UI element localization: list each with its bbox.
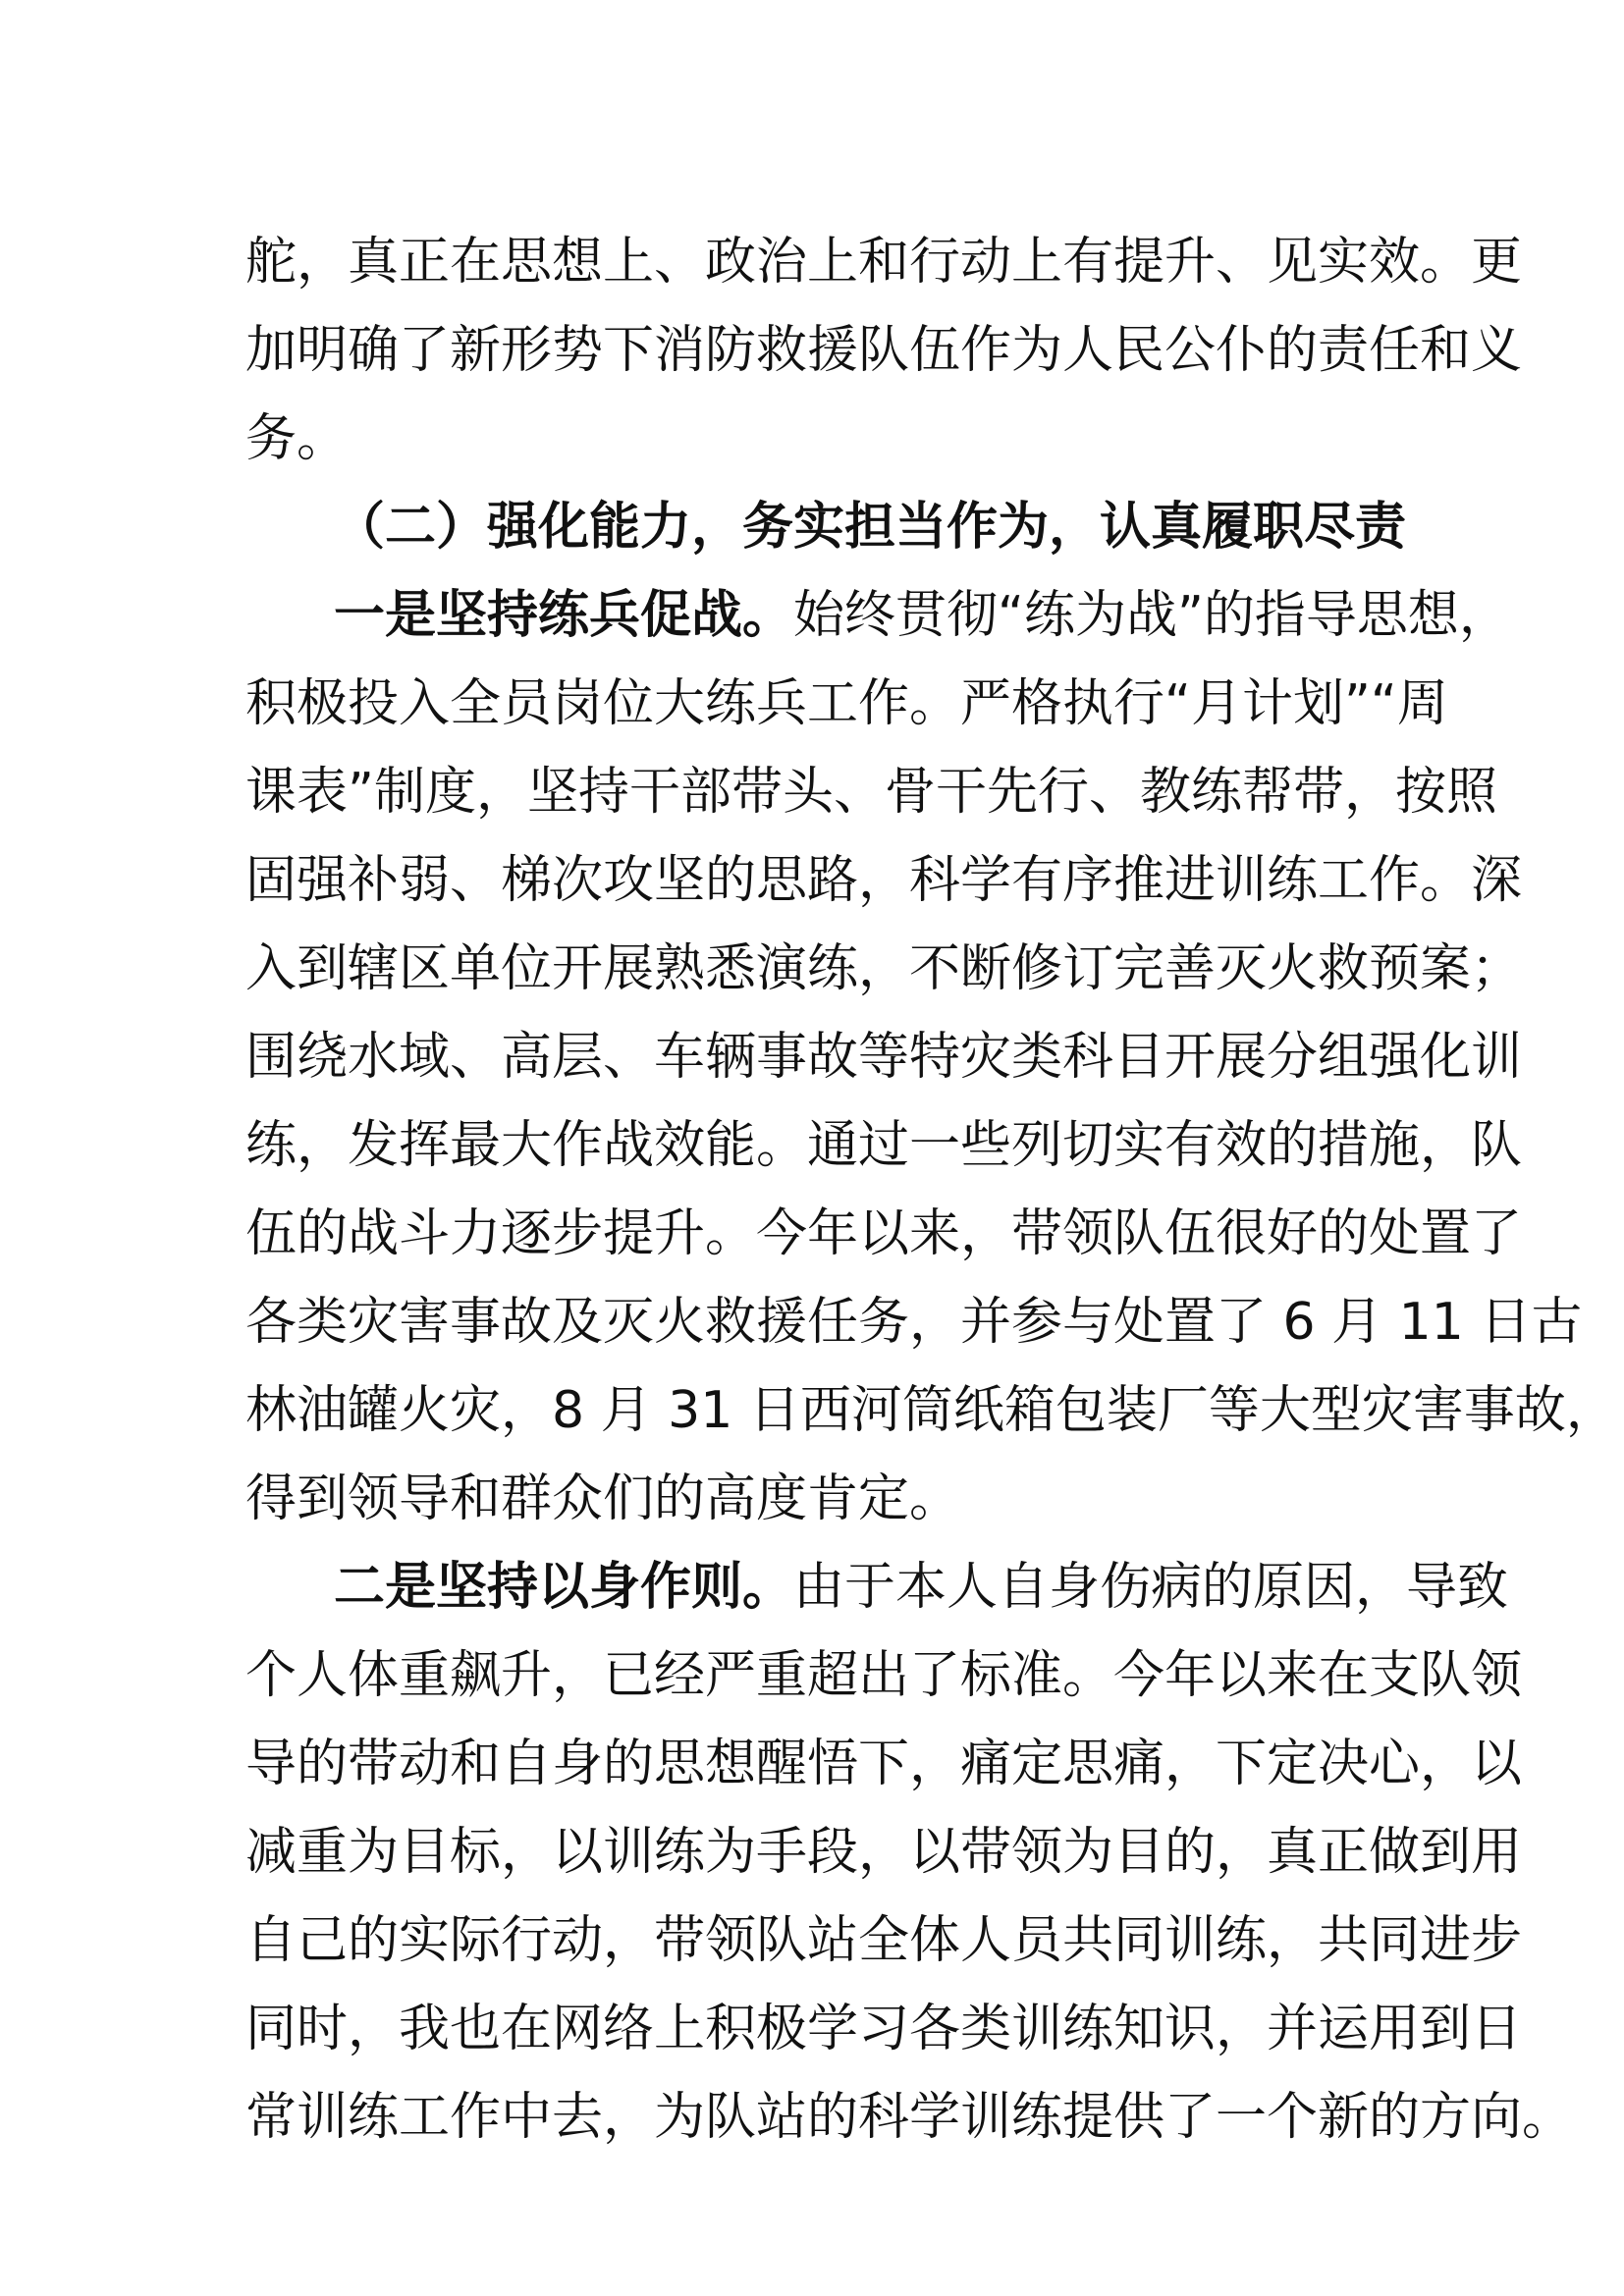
paragraph-line: 围绕水域、高层、车辆事故等特灾类科目开展分组强化训 [245, 1028, 1523, 1087]
paragraph-line: 同时，我也在网络上积极学习各类训练知识，并运用到日 [245, 2000, 1523, 2058]
point2-first-line [334, 1543, 1509, 1631]
point1-first-text: 始终贯彻“练为战”的指导思想， [793, 586, 1510, 645]
paragraph-line: 伍的战斗力逐步提升。今年以来，带领队伍很好的处置了 [245, 1204, 1523, 1263]
point1-lead: 一是坚持练兵促战。 [334, 586, 794, 645]
paragraph-line: 自己的实际行动，带领队站全体人员共同训练，共同进步 [245, 1911, 1523, 1970]
paragraph-line: 务。 [245, 409, 349, 468]
point2-first-text: 由于本人自身伤病的原因，导致 [793, 1558, 1509, 1617]
section-heading: （二）强化能力，务实担当作为，认真履职尽责 [334, 498, 1407, 557]
paragraph-line: 练，发挥最大作战效能。通过一些列切实有效的措施，队 [245, 1116, 1523, 1175]
paragraph-line: 舵，真正在思想上、政治上和行动上有提升、见实效。更 [245, 233, 1523, 292]
paragraph-line: 个人体重飙升，已经严重超出了标准。今年以来在支队领 [245, 1646, 1523, 1705]
paragraph-line: 林油罐火灾，8 月 31 日西河筒纸箱包装厂等大型灾害事故， [245, 1381, 1617, 1440]
paragraph-line: 固强补弱、梯次攻坚的思路，科学有序推进训练工作。深 [245, 851, 1523, 910]
paragraph-line: 课表”制度，坚持干部带头、骨干先行、教练帮带，按照 [245, 763, 1497, 822]
paragraph-line: 得到领导和群众们的高度肯定。 [245, 1469, 961, 1528]
paragraph-line: 积极投入全员岗位大练兵工作。严格执行“月计划”“周 [245, 674, 1448, 733]
point2-lead: 二是坚持以身作则。 [334, 1558, 794, 1617]
paragraph-line: 减重为目标，以训练为手段，以带领为目的，真正做到用 [245, 1823, 1523, 1882]
paragraph-line: 导的带动和自身的思想醒悟下，痛定思痛，下定决心，以 [245, 1735, 1523, 1793]
point1-first-line [334, 571, 1510, 660]
paragraph-line: 常训练工作中去，为队站的科学训练提供了一个新的方向。 [245, 2088, 1574, 2147]
paragraph-line: 加明确了新形势下消防救援队伍作为人民公仆的责任和义 [245, 321, 1523, 380]
paragraph-line: 入到辖区单位开展熟悉演练，不断修订完善灭火救预案； [245, 939, 1523, 998]
paragraph-line: 各类灾害事故及灭火救援任务，并参与处置了 6 月 11 日古 [245, 1293, 1583, 1352]
